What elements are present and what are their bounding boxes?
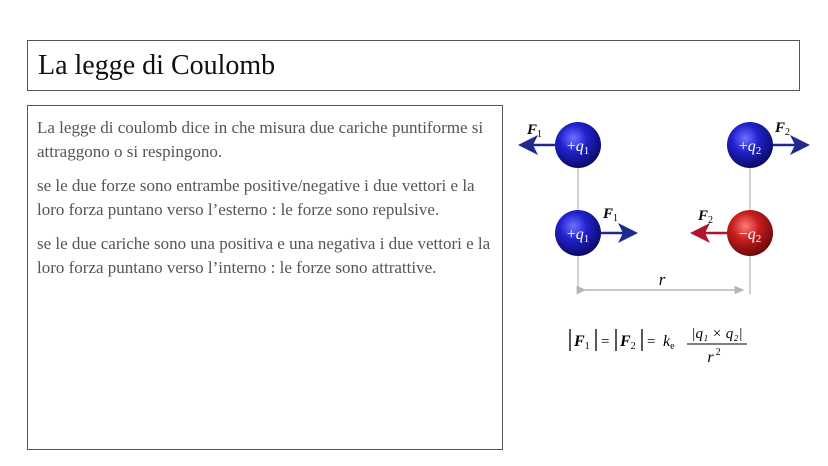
svg-text:F1: F1: [574, 333, 590, 352]
paragraph-definition: La legge di coulomb dice in che misura due cariche puntiforme si attraggono o si respingono.: [37, 118, 484, 161]
svg-text:=: =: [601, 334, 610, 350]
force-label-f1-top: $F_1$: [527, 122, 543, 140]
svg-text:|q₁ × q₂|: |q₁ × q₂|: [691, 326, 743, 342]
charge-label-q1-bottom: +q1: [566, 226, 590, 245]
coulomb-diagram: [505, 100, 828, 400]
paragraph-repulsive: se le due forze sono entrambe positive/negative i due vettori e la loro forza puntano verso l’esterno : le forze sono repulsive.: [37, 176, 475, 219]
svg-text:F2: F2: [620, 333, 636, 352]
charge-label-q2-top: +q2: [738, 138, 762, 157]
paragraph-attractive: se le due cariche sono una positiva e una negativa i due vettori e la loro forza puntano verso l’interno : le forze sono attrattive.: [37, 234, 491, 277]
force-label-f2-top: $F_2$: [775, 120, 791, 138]
slide-body-box: [27, 105, 503, 450]
svg-text:ke: ke: [663, 333, 675, 352]
svg-text:r2: r $^2$: [707, 347, 721, 366]
force-label-f2-bottom: $F_2$: [698, 208, 714, 226]
coulomb-formula: [570, 326, 747, 366]
svg-text:=: =: [647, 334, 656, 350]
force-label-f1-bottom: $F_1$: [603, 206, 619, 224]
charge-label-q1-top: +q1: [566, 138, 590, 157]
charge-label-q2-bottom: −q2: [738, 226, 762, 245]
slide-title: La legge di Coulomb: [38, 50, 276, 81]
distance-label: r: [658, 270, 666, 289]
slide-title-box: [27, 40, 800, 91]
